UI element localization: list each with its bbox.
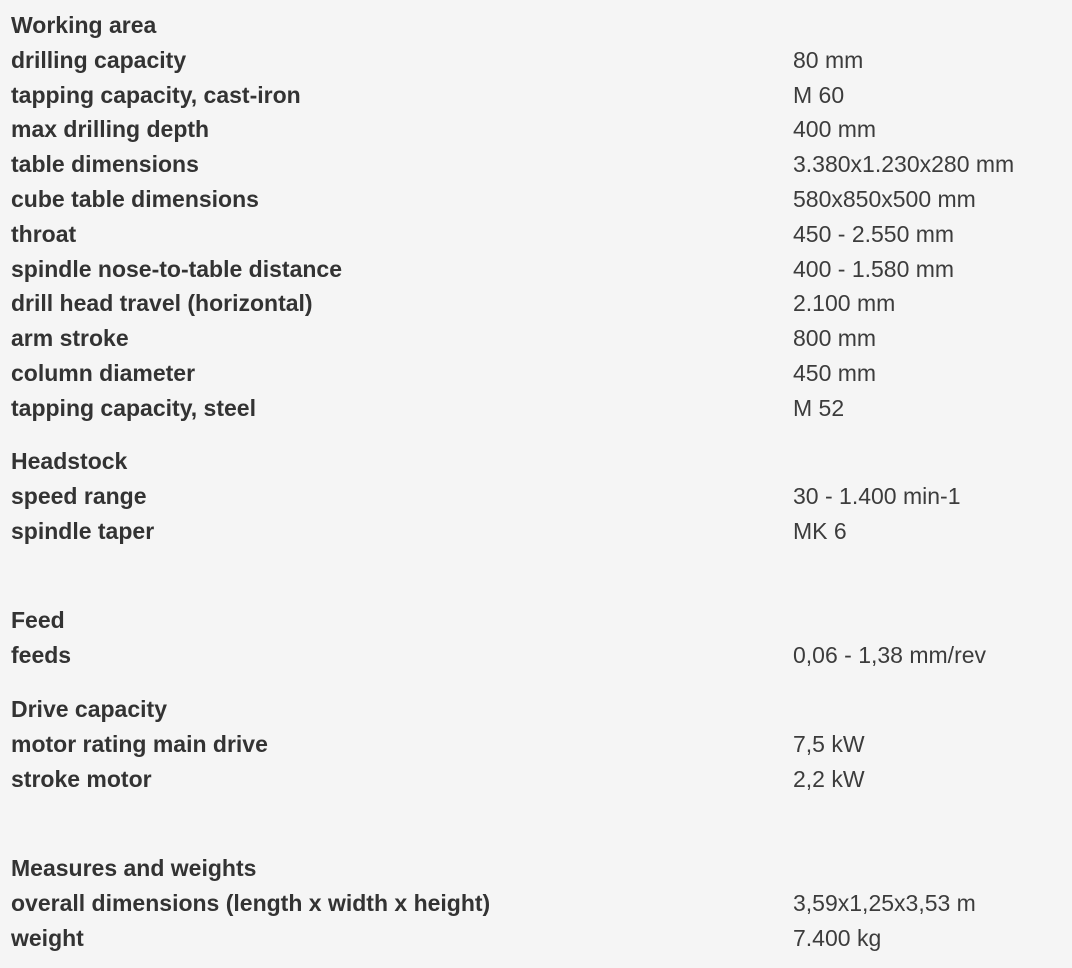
section-title: Working area: [11, 12, 157, 38]
section-drive-capacity: [11, 692, 1061, 796]
spec-label: arm stroke: [11, 325, 129, 352]
section-measures-and-weights: [11, 851, 1061, 955]
spec-value: 2.100 mm: [793, 290, 896, 317]
spec-value: 800 mm: [793, 325, 877, 352]
spec-value: 80 mm: [793, 46, 864, 73]
spec-label: feeds: [11, 641, 72, 668]
spec-label: motor rating main drive: [11, 730, 268, 757]
section-title: Measures and weights: [11, 855, 257, 881]
section-title: Drive capacity: [11, 696, 167, 722]
spec-row-spindle-nose-to-table-distance: [11, 252, 1061, 287]
spec-row-speed-range: [11, 479, 1061, 514]
spec-row-max-drilling-depth: [11, 112, 1061, 147]
spec-value: 400 mm: [793, 116, 877, 143]
spec-row-overall-dimensions: [11, 886, 1061, 921]
spec-label: spindle taper: [11, 517, 155, 544]
spec-label: stroke motor: [11, 765, 152, 792]
spec-label: drilling capacity: [11, 46, 187, 73]
spec-row-feeds: [11, 638, 1061, 673]
spec-value: 7.400 kg: [793, 924, 882, 951]
spec-row-throat: [11, 217, 1061, 252]
spec-value: 3.380x1.230x280 mm: [793, 151, 1015, 178]
spec-value: MK 6: [793, 517, 847, 544]
spec-value: 450 mm: [793, 359, 877, 386]
spec-row-stroke-motor: [11, 762, 1061, 797]
spec-value: 3,59x1,25x3,53 m: [793, 889, 976, 916]
spec-row-column-diameter: [11, 356, 1061, 391]
spec-label: spindle nose-to-table distance: [11, 255, 342, 282]
section-working-area: [11, 8, 1061, 426]
spec-label: speed range: [11, 482, 147, 509]
spec-label: drill head travel (horizontal): [11, 290, 313, 317]
spec-row-table-dimensions: [11, 147, 1061, 182]
spec-row-tapping-capacity-steel: [11, 391, 1061, 426]
spec-row-motor-rating-main-drive: [11, 727, 1061, 762]
spec-value: 400 - 1.580 mm: [793, 255, 955, 282]
spec-value: 580x850x500 mm: [793, 185, 976, 212]
spec-value: 30 - 1.400 min-1: [793, 482, 961, 509]
spec-value: 7,5 kW: [793, 730, 865, 757]
spec-value: 2,2 kW: [793, 765, 865, 792]
spec-value: M 52: [793, 394, 845, 421]
spec-label: overall dimensions (length x width x height): [11, 889, 491, 916]
spec-row-drilling-capacity: [11, 43, 1061, 78]
spec-row-spindle-taper: [11, 514, 1061, 549]
section-headstock: [11, 444, 1061, 548]
spec-row-drill-head-travel: [11, 286, 1061, 321]
spec-label: max drilling depth: [11, 116, 210, 143]
spec-row-tapping-capacity-cast-iron: [11, 78, 1061, 113]
spec-label: cube table dimensions: [11, 185, 259, 212]
section-title: Headstock: [11, 448, 128, 474]
section-title: Feed: [11, 607, 65, 633]
section-feed: [11, 603, 1061, 673]
spec-value: 0,06 - 1,38 mm/rev: [793, 641, 987, 668]
spec-label: tapping capacity, cast-iron: [11, 81, 301, 108]
spec-label: throat: [11, 220, 77, 247]
spec-row-weight: [11, 921, 1061, 956]
spec-label: table dimensions: [11, 151, 199, 178]
spec-label: tapping capacity, steel: [11, 394, 256, 421]
spec-row-cube-table-dimensions: [11, 182, 1061, 217]
spec-value: 450 - 2.550 mm: [793, 220, 955, 247]
spec-label: weight: [11, 924, 84, 951]
spec-value: M 60: [793, 81, 845, 108]
spec-label: column diameter: [11, 359, 196, 386]
spec-row-arm-stroke: [11, 321, 1061, 356]
